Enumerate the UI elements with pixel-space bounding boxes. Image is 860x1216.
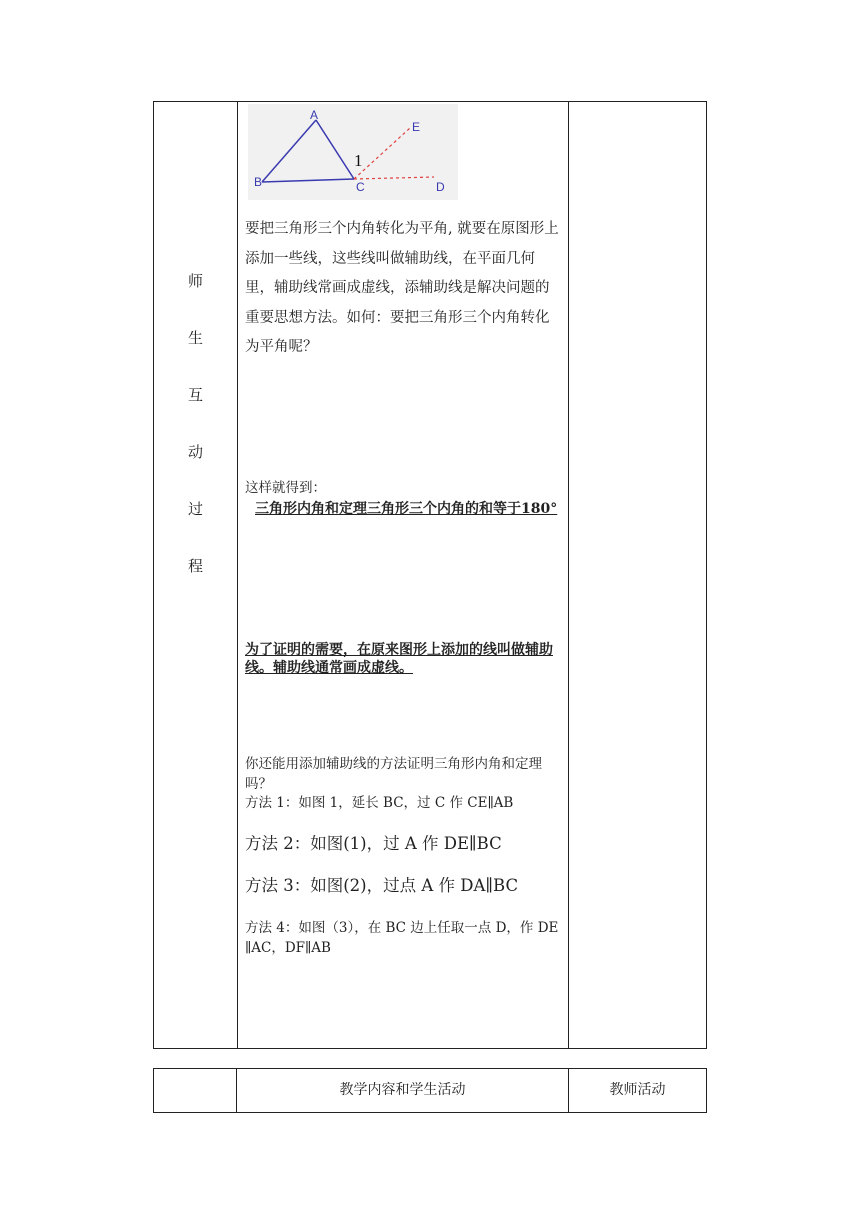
header-table [153, 1068, 707, 1113]
method-4: 方法 4：如图（3），在 BC 边上任取一点 D，作 DE ∥AC，DF∥AB [245, 920, 559, 956]
side-label-char: 生 [187, 329, 203, 347]
angle-1-label: 1 [354, 151, 363, 170]
method-1: 方法 1：如图 1，延长 BC，过 C 作 CE∥AB [245, 795, 514, 811]
ray-cd [354, 177, 434, 179]
method-3: 方法 3：如图(2)，过点 A 作 DA∥BC [245, 876, 519, 895]
lesson-table [153, 101, 707, 1049]
side-label-char: 师 [187, 272, 203, 290]
side-label-char: 过 [187, 500, 203, 518]
side-ab [262, 120, 316, 182]
triangle-diagram [248, 104, 458, 200]
label-d: D [436, 180, 445, 194]
triangle-figure [248, 104, 458, 200]
aux-line-definition: 为了证明的需要，在原来图形上添加的线叫做辅助线。辅助线通常画成虚线。 [245, 642, 553, 676]
label-a: A [310, 108, 319, 122]
label-b: B [254, 175, 263, 189]
side-label-char: 动 [187, 443, 203, 461]
column-divider [237, 102, 238, 1048]
side-label-char: 互 [187, 386, 203, 404]
method-2: 方法 2：如图(1)，过 A 作 DE∥BC [245, 834, 502, 853]
side-label-char: 程 [187, 557, 203, 575]
label-c: C [356, 180, 365, 194]
intro-paragraph: 要把三角形三个内角转化为平角, 就要在原图形上添加一些线，这些线叫做辅助线，在平面几何里，辅助线常画成虚线，添辅助线是解决问题的重要思想方法。如何：要把三角形三个内角转化为平角呢？ [245, 221, 559, 355]
label-e: E [412, 120, 421, 134]
side-ac [316, 120, 354, 179]
header-content-activity: 教学内容和学生活动 [339, 1082, 466, 1098]
theorem-statement: 三角形内角和定理三角形三个内角的和等于180° [255, 501, 558, 517]
question-text: 你还能用添加辅助线的方法证明三角形内角和定理吗？ [245, 756, 542, 792]
result-intro: 这样就得到： [245, 480, 326, 496]
side-bc [262, 179, 354, 182]
column-divider [568, 102, 569, 1048]
header-teacher-activity: 教师活动 [609, 1082, 666, 1098]
